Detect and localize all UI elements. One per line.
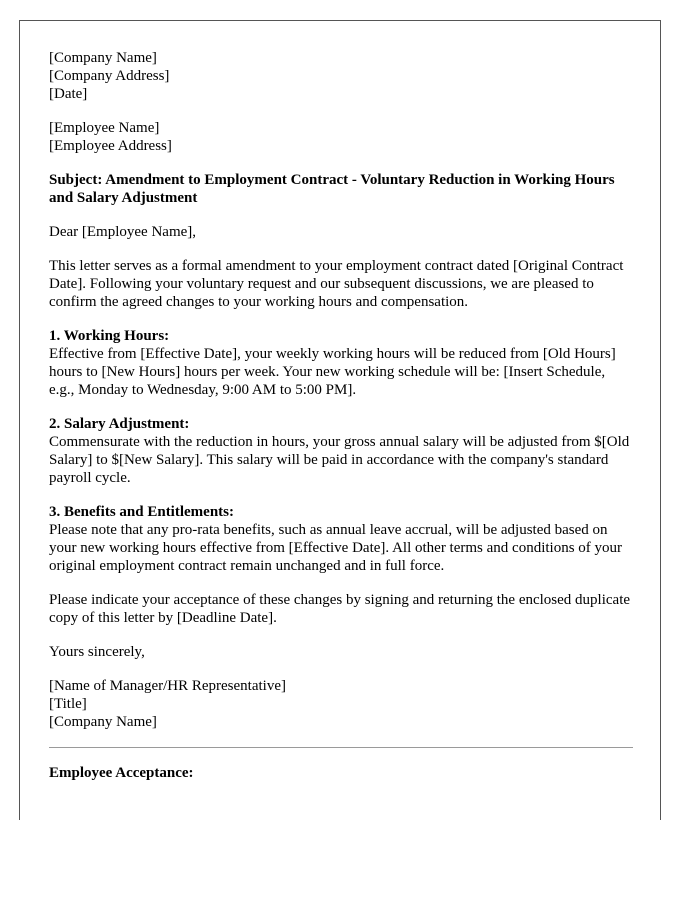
section-benefits [49, 503, 633, 575]
section-heading: 1. Working Hours: [49, 328, 170, 344]
letter-content [49, 49, 633, 782]
letter-date: [Date] [49, 86, 88, 102]
sender-company-address: [Company Address] [49, 68, 170, 84]
sender-company-name: [Company Name] [49, 50, 157, 66]
signatory-block [49, 677, 633, 731]
section-heading: 3. Benefits and Entitlements: [49, 504, 234, 520]
section-salary-adjustment [49, 415, 633, 487]
recipient-name: [Employee Name] [49, 120, 160, 136]
subject-line: Subject: Amendment to Employment Contract - Voluntary Reduction in Working Hours and Salary Adjustment [49, 172, 615, 206]
signatory-title: [Title] [49, 696, 87, 712]
section-body: Commensurate with the reduction in hours, your gross annual salary will be adjusted from $[Old Salary] to $[New Salary]. This salary will be paid in accordance with the company's standard payroll cycle. [49, 434, 630, 486]
section-heading: 2. Salary Adjustment: [49, 416, 190, 432]
signatory-name: [Name of Manager/HR Representative] [49, 678, 286, 694]
letter-page [19, 20, 661, 820]
section-working-hours [49, 327, 633, 399]
sender-block [49, 49, 633, 103]
signatory-company: [Company Name] [49, 714, 157, 730]
closing: Yours sincerely, [49, 644, 145, 660]
employee-acceptance-heading: Employee Acceptance: [49, 765, 194, 781]
section-body: Please note that any pro-rata benefits, such as annual leave accrual, will be adjusted based on your new working hours effective from [Effective Date]. All other terms and conditions of your original employment contract remain unchanged and in full force. [49, 522, 623, 574]
divider [49, 747, 633, 748]
acceptance-request-paragraph: Please indicate your acceptance of these changes by signing and returning the enclosed duplicate copy of this letter by [Deadline Date]. [49, 592, 631, 626]
salutation: Dear [Employee Name], [49, 224, 197, 240]
section-body: Effective from [Effective Date], your weekly working hours will be reduced from [Old Hours] hours to [New Hours] hours per week. Your new working schedule will be: [Insert Schedule, e.g., Monday to Wednesday, 9:00 AM to 5:00 PM]. [49, 346, 616, 398]
recipient-address: [Employee Address] [49, 138, 172, 154]
intro-paragraph: This letter serves as a formal amendment to your employment contract dated [Original Contract Date]. Following your voluntary request and our subsequent discussions, we are pleased to confirm the agreed changes to your working hours and compensation. [49, 258, 624, 310]
recipient-block [49, 119, 633, 155]
